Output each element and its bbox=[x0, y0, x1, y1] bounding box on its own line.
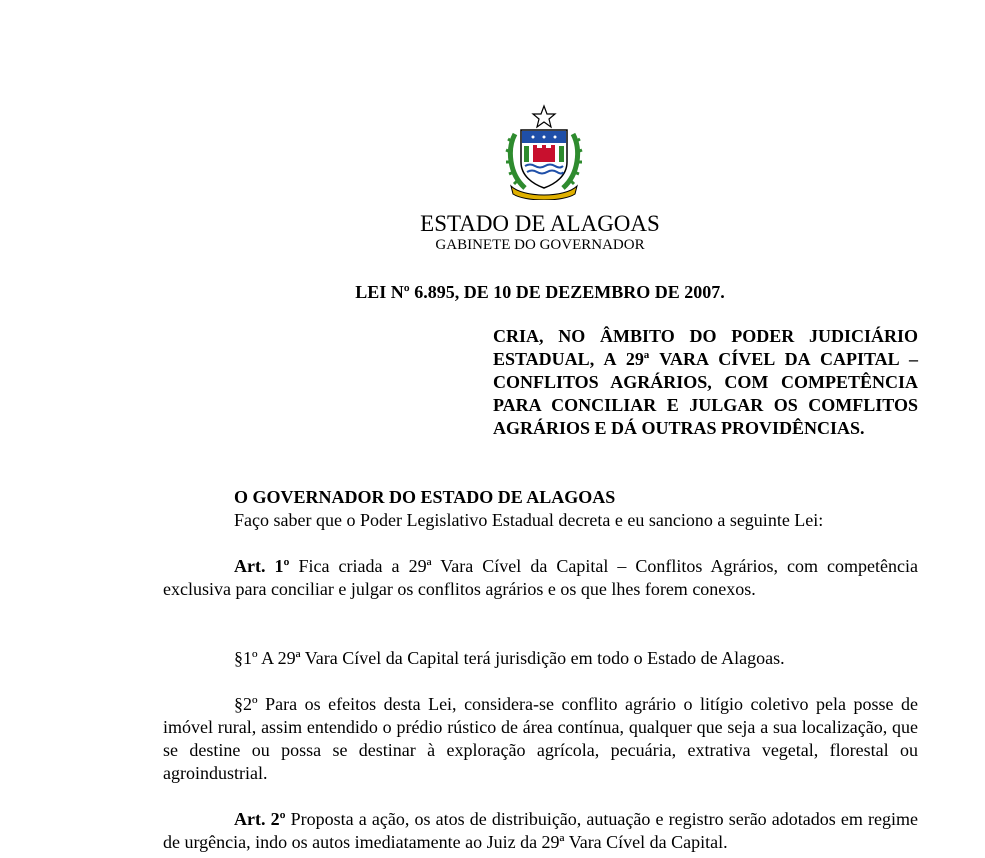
state-name: ESTADO DE ALAGOAS bbox=[420, 211, 660, 236]
article-2-label: Art. 2º bbox=[234, 809, 286, 829]
coat-star bbox=[533, 106, 555, 127]
article-1-label: Art. 1º bbox=[234, 556, 290, 576]
article-2 bbox=[163, 808, 918, 854]
preamble-promulgation: Faço saber que o Poder Legislativo Estadual decreta e eu sanciono a seguinte Lei: bbox=[234, 510, 824, 530]
office-name: GABINETE DO GOVERNADOR bbox=[435, 237, 645, 253]
article-1 bbox=[163, 555, 918, 601]
law-ementa: CRIA, NO ÂMBITO DO PODER JUDICIÁRIO ESTADUAL, A 29ª VARA CÍVEL DA CAPITAL – CONFLITOS AGRÁRIOS, COM COMPETÊNCIA PARA CONCILIAR E JULGAR OS COMFLITOS AGRÁRIOS E DÁ OUTRAS PROVIDÊNCIAS. bbox=[493, 326, 918, 438]
article-2-text: Proposta a ação, os atos de distribuição, autuação e registro serão adotados em regime de urgência, indo os autos imediatamente ao Juiz da 29ª Vara Cível da Capital. bbox=[163, 809, 918, 852]
preamble-authority: O GOVERNADOR DO ESTADO DE ALAGOAS bbox=[234, 487, 616, 507]
article-1-text: Fica criada a 29ª Vara Cível da Capital – Conflitos Agrários, com competência exclusiva para conciliar e julgar os conflitos agrários e os que lhes forem conexos. bbox=[163, 556, 918, 599]
coat-of-arms-icon bbox=[505, 104, 583, 200]
article-1-paragraph-1: §1º A 29ª Vara Cível da Capital terá jurisdição em todo o Estado de Alagoas. bbox=[234, 648, 785, 668]
article-1-paragraph-2: §2º Para os efeitos desta Lei, considera-se conflito agrário o litígio coletivo pela posse de imóvel rural, assim entendido o prédio rústico de área contínua, qualquer que seja a sua localização, que se destine ou possa se destinar à exploração agrícola, pecuária, extrativa vegetal, florestal ou agroindustrial. bbox=[163, 694, 918, 783]
law-title: LEI Nº 6.895, DE 10 DE DEZEMBRO DE 2007. bbox=[355, 282, 725, 302]
